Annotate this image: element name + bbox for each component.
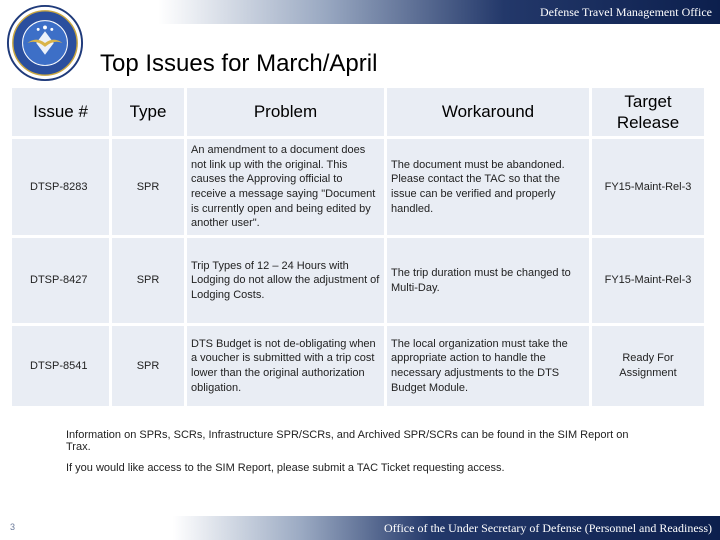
- cell-target-release: Ready For Assignment: [592, 326, 707, 409]
- cell-type: SPR: [112, 139, 187, 238]
- note-sim-report-access: If you would like access to the SIM Report, please submit a TAC Ticket requesting access.: [66, 462, 505, 474]
- cell-workaround: The trip duration must be changed to Multi-Day.: [387, 238, 592, 326]
- cell-problem: Trip Types of 12 – 24 Hours with Lodging do not allow the adjustment of Lodging Costs.: [187, 238, 387, 326]
- cell-target-release: FY15-Maint-Rel-3: [592, 139, 707, 238]
- cell-problem: An amendment to a document does not link up with the original. This causes the Approving official to receive a message saying "Document is currently open and being edited by another user".: [187, 139, 387, 238]
- header-issue: Issue #: [12, 88, 112, 139]
- cell-problem: DTS Budget is not de-obligating when a voucher is submitted with a trip cost lower than the original authorization obligation.: [187, 326, 387, 409]
- cell-workaround: The document must be abandoned. Please contact the TAC so that the issue can be verified and properly handled.: [387, 139, 592, 238]
- cell-workaround: The local organization must take the appropriate action to handle the necessary adjustments to the DTS Budget Module.: [387, 326, 592, 409]
- header-type: Type: [112, 88, 187, 139]
- cell-issue: DTSP-8283: [12, 139, 112, 238]
- slide-number: 3: [10, 522, 16, 532]
- header-problem: Problem: [187, 88, 387, 139]
- cell-target-release: FY15-Maint-Rel-3: [592, 238, 707, 326]
- header-target-release: Target Release: [592, 88, 707, 139]
- issues-table: [12, 88, 707, 409]
- cell-issue: DTSP-8427: [12, 238, 112, 326]
- table-row: [12, 326, 707, 409]
- cell-issue: DTSP-8541: [12, 326, 112, 409]
- table-row: [12, 238, 707, 326]
- cell-type: SPR: [112, 238, 187, 326]
- footer-office: Office of the Under Secretary of Defense (Personnel and Readiness): [384, 521, 712, 535]
- note-sim-report-location: Information on SPRs, SCRs, Infrastructure SPR/SCRs, and Archived SPR/SCRs can be found in the SIM Report on Trax.: [66, 429, 629, 454]
- header-workaround: Workaround: [387, 88, 592, 139]
- cell-type: SPR: [112, 326, 187, 409]
- table-header-row: [12, 88, 707, 139]
- dod-seal-icon: [6, 4, 84, 82]
- table-row: [12, 139, 707, 238]
- page-title: Top Issues for March/April: [100, 50, 378, 78]
- header-org: Defense Travel Management Office: [539, 5, 712, 19]
